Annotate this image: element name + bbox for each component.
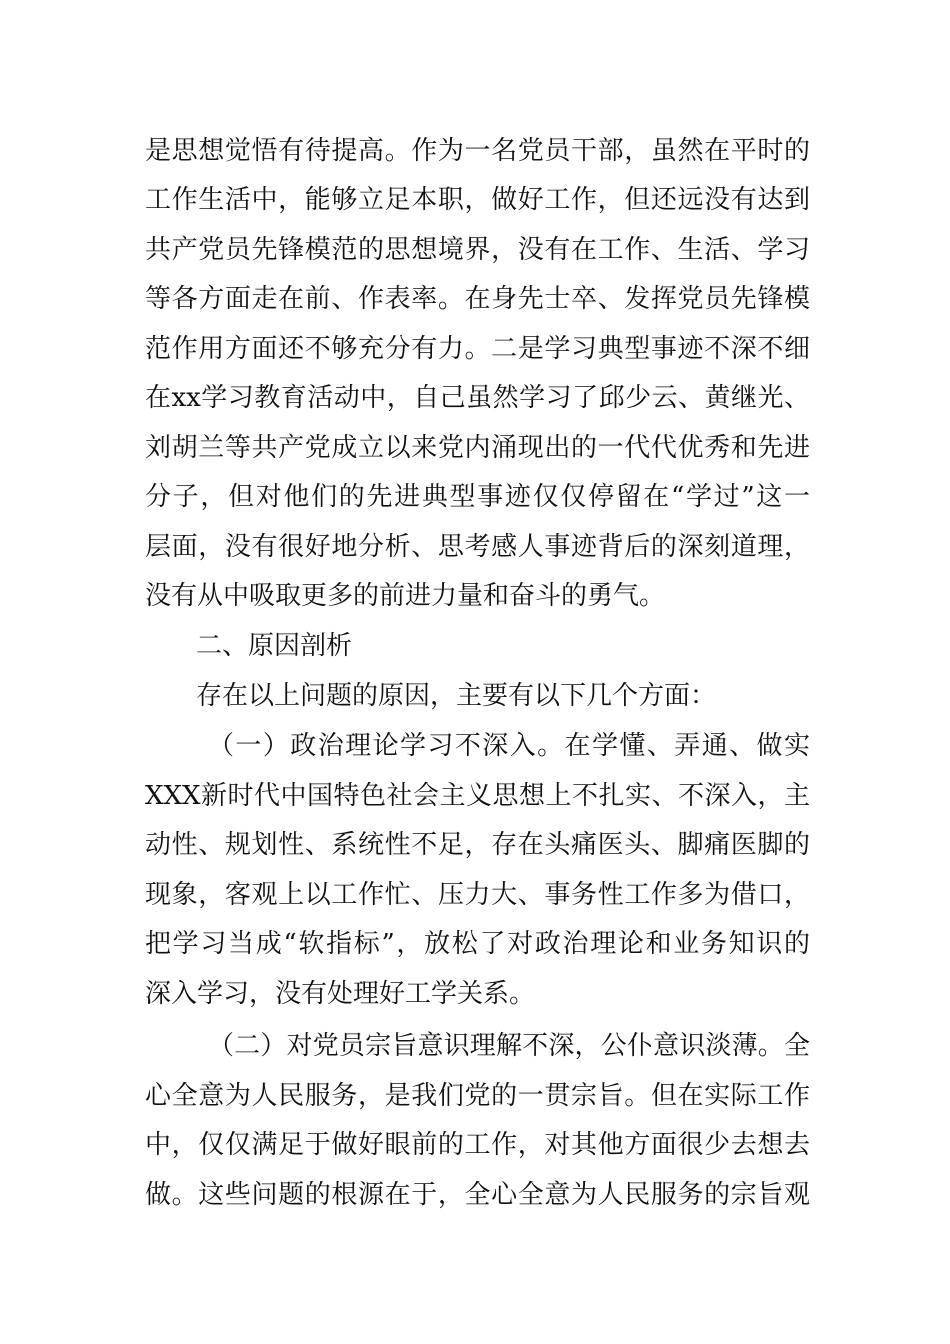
text-line: 范作用方面还不够充分有力。二是学习典型事迹不深不细 — [145, 334, 810, 364]
section-heading: 二、原因剖析 — [196, 631, 353, 661]
text-line: 存在以上问题的原因，主要有以下几个方面： — [196, 681, 717, 711]
text-line: 动性、规划性、系统性不足，存在头痛医头、脚痛医脚的 — [145, 830, 810, 860]
text-line: 深入学习，没有处理好工学关系。 — [145, 979, 536, 1009]
text-line: 把学习当成“软指标”，放松了对政治理论和业务知识的 — [145, 929, 810, 959]
text-line: （二）对党员宗旨意识理解不深，公仆意识淡薄。全 — [208, 1031, 810, 1061]
text-line: XXX新时代中国特色社会主义思想上不扎实、不深入，主 — [145, 781, 810, 811]
text-line: 中，仅仅满足于做好眼前的工作，对其他方面很少去想去 — [145, 1130, 810, 1160]
text-line: 工作生活中，能够立足本职，做好工作，但还远没有达到 — [145, 185, 810, 215]
text-line: 分子，但对他们的先进典型事迹仅仅停留在“学过”这一 — [145, 482, 810, 512]
text-line: 刘胡兰等共产党成立以来党内涌现出的一代代优秀和先进 — [145, 433, 810, 463]
text-line: （一）政治理论学习不深入。在学懂、弄通、做实 — [208, 731, 810, 761]
text-line: 等各方面走在前、作表率。在身先士卒、发挥党员先锋模 — [145, 284, 810, 314]
text-line: 没有从中吸取更多的前进力量和奋斗的勇气。 — [145, 581, 666, 611]
text-line: 现象，客观上以工作忙、压力大、事务性工作多为借口， — [145, 880, 810, 910]
text-line: 是思想觉悟有待提高。作为一名党员干部，虽然在平时的 — [145, 136, 810, 166]
text-line: 心全意为人民服务，是我们党的一贯宗旨。但在实际工作 — [145, 1081, 810, 1111]
text-line: 层面，没有很好地分析、思考感人事迹背后的深刻道理， — [145, 532, 810, 562]
text-line: 共产党员先锋模范的思想境界，没有在工作、生活、学习 — [145, 235, 810, 265]
text-line: 做。这些问题的根源在于，全心全意为人民服务的宗旨观 — [145, 1180, 810, 1210]
text-line: 在xx学习教育活动中，自己虽然学习了邱少云、黄继光、 — [145, 383, 810, 413]
